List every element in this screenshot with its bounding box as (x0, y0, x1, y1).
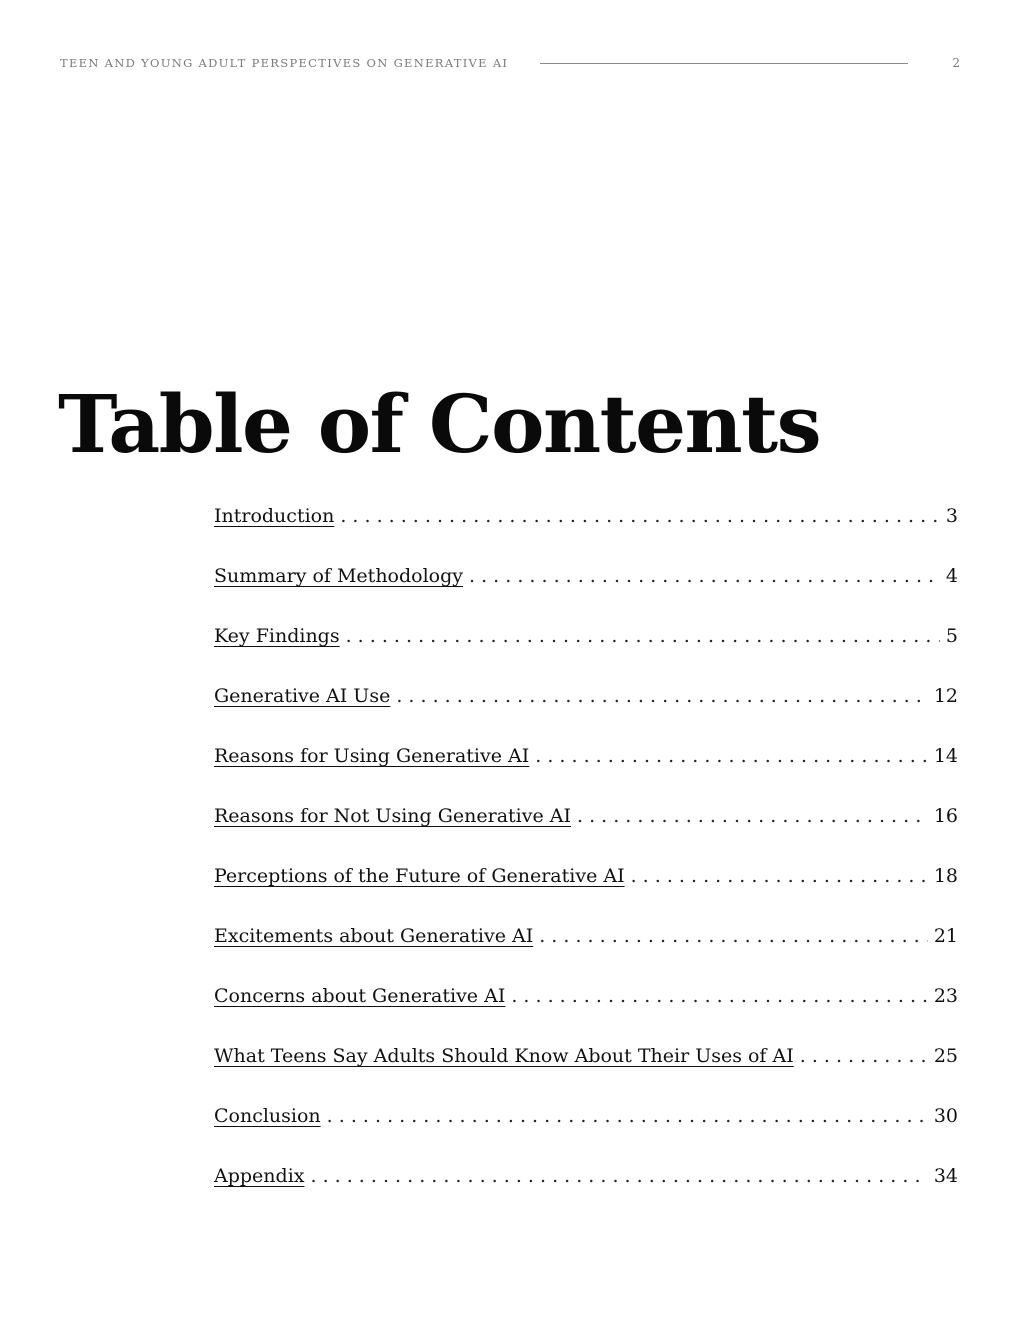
toc-list (214, 505, 958, 1225)
toc-entry-introduction[interactable] (214, 505, 958, 565)
dot-leader (469, 565, 940, 587)
running-header (60, 54, 960, 72)
toc-entry-appendix[interactable] (214, 1165, 958, 1225)
toc-link[interactable]: Concerns about Generative AI (214, 985, 506, 1007)
dot-leader (539, 925, 928, 947)
toc-page-number: 25 (933, 1045, 958, 1067)
toc-link[interactable]: Generative AI Use (214, 685, 391, 707)
toc-entry-concerns[interactable] (214, 985, 958, 1045)
dot-leader (800, 1045, 928, 1067)
toc-link[interactable]: Key Findings (214, 625, 340, 647)
toc-link[interactable]: Conclusion (214, 1105, 321, 1127)
toc-page-number: 12 (933, 685, 958, 707)
toc-page-number: 34 (933, 1165, 958, 1187)
toc-link[interactable]: Excitements about Generative AI (214, 925, 534, 947)
toc-page-number: 23 (933, 985, 958, 1007)
dot-leader (327, 1105, 928, 1127)
toc-link[interactable]: Perceptions of the Future of Generative AI (214, 865, 625, 887)
toc-page-number: 18 (933, 865, 958, 887)
toc-link[interactable]: Introduction (214, 505, 335, 527)
toc-entry-methodology[interactable] (214, 565, 958, 625)
dot-leader (340, 505, 940, 527)
dot-leader (577, 805, 928, 827)
document-title: TEEN AND YOUNG ADULT PERSPECTIVES ON GENERATIVE AI (60, 56, 509, 70)
toc-page-number: 4 (945, 565, 958, 587)
dot-leader (511, 985, 927, 1007)
toc-entry-reasons-using[interactable] (214, 745, 958, 805)
dot-leader (396, 685, 927, 707)
toc-entry-conclusion[interactable] (214, 1105, 958, 1165)
toc-page-number: 16 (933, 805, 958, 827)
dot-leader (346, 625, 940, 647)
dot-leader (631, 865, 928, 887)
toc-link[interactable]: What Teens Say Adults Should Know About Their Uses of AI (214, 1045, 794, 1067)
toc-entry-excitements[interactable] (214, 925, 958, 985)
toc-heading: Table of Contents (58, 377, 821, 471)
toc-link[interactable]: Appendix (214, 1165, 305, 1187)
toc-page-number: 21 (933, 925, 958, 947)
toc-entry-what-teens-say[interactable] (214, 1045, 958, 1105)
toc-entry-key-findings[interactable] (214, 625, 958, 685)
toc-entry-reasons-not-using[interactable] (214, 805, 958, 865)
dot-leader (310, 1165, 927, 1187)
toc-page-number: 3 (945, 505, 958, 527)
toc-page-number: 30 (933, 1105, 958, 1127)
toc-link[interactable]: Reasons for Not Using Generative AI (214, 805, 571, 827)
toc-entry-ai-use[interactable] (214, 685, 958, 745)
toc-entry-perceptions-future[interactable] (214, 865, 958, 925)
toc-page-number: 5 (945, 625, 958, 647)
page-number: 2 (952, 56, 960, 70)
toc-page-number: 14 (933, 745, 958, 767)
toc-link[interactable]: Summary of Methodology (214, 565, 464, 587)
dot-leader (535, 745, 928, 767)
header-divider (540, 63, 908, 64)
toc-link[interactable]: Reasons for Using Generative AI (214, 745, 530, 767)
